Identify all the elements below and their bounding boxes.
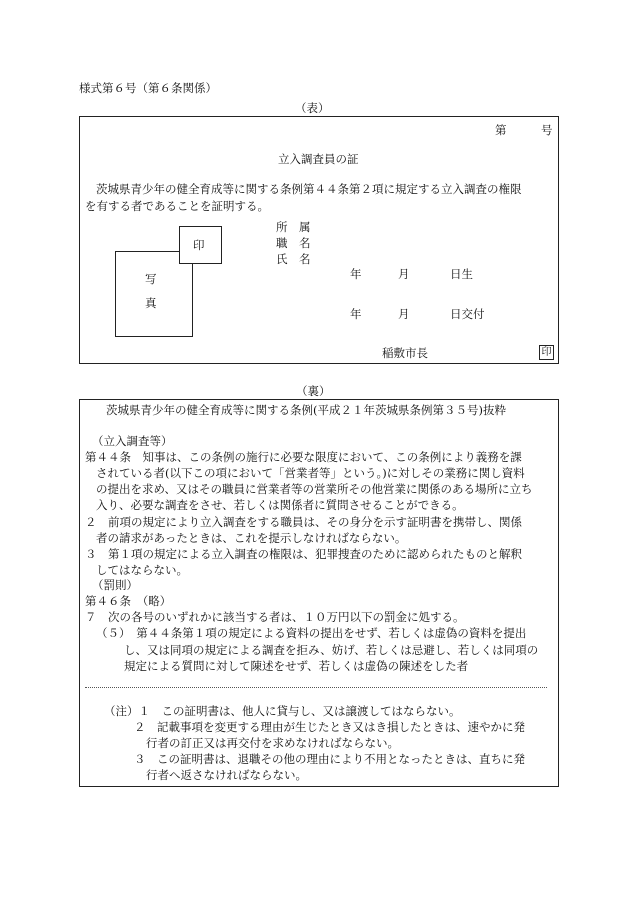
- field-name: 氏 名: [276, 252, 311, 266]
- back-line-9: してはならない。: [96, 563, 188, 577]
- birth-month: 月: [398, 267, 410, 281]
- number-go: 号: [541, 123, 553, 137]
- field-affiliation: 所 属: [276, 220, 311, 234]
- issue-year: 年: [350, 307, 362, 321]
- note-1: （注）１ この証明書は、他人に貸与し、又は譲渡してはならない。: [104, 704, 461, 718]
- back-line-1: （立入調査等）: [92, 434, 173, 448]
- back-line-4: の提出を求め、又はその職員に営業者等の営業所その他営業に関係のある場所に立ち: [96, 482, 533, 496]
- note-3: ３ この証明書は、退職その他の理由により不用となったときは、直ちに発: [134, 752, 525, 766]
- back-line-2: 第４４条 知事は、この条例の施行に必要な限度において、この条例により義務を課: [85, 450, 522, 464]
- back-line-3: されている者(以下この項において「営業者等」という。)に対しその業務に関し資料: [96, 466, 525, 480]
- photo-label-1: 写: [145, 272, 157, 286]
- front-body-line-1: 茨城県青少年の健全育成等に関する条例第４４条第２項に規定する立入調査の権限: [96, 182, 522, 196]
- note-2-cont: 行者の訂正又は再交付を求めなければならない。: [146, 736, 399, 750]
- back-line-12: ７ 次の各号のいずれかに該当する者は、１０万円以下の罰金に処する。: [85, 610, 465, 624]
- back-line-8: ３ 第１項の規定による立入調査の権限は、犯罪捜査のために認められたものと解釈: [85, 547, 522, 561]
- issue-month: 月: [398, 307, 410, 321]
- front-body-line-2: を有する者であることを証明する。: [85, 199, 269, 213]
- back-line-7: 者の請求があったときは、これを提示しなければならない。: [96, 531, 407, 545]
- front-heading: （表）: [295, 101, 330, 115]
- issuer-seal: 印: [539, 345, 554, 360]
- card-title: 立入調査員の証: [278, 152, 359, 166]
- back-line-14: し、又は同項の規定による調査を拒み、妨げ、若しくは忌避し、若しくは同項の: [124, 643, 539, 657]
- note-2: ２ 記載事項を変更する理由が生じたとき又はき損したときは、速やかに発: [134, 720, 525, 734]
- form-label: 様式第６号（第６条関係）: [79, 81, 217, 95]
- back-line-5: 入り、必要な調査をさせ、若しくは関係者に質問させることができる。: [96, 498, 464, 512]
- back-line-13: （５） 第４４条第１項の規定による資料の提出をせず、若しくは虚偽の資料を提出: [96, 626, 527, 640]
- law-title: 茨城県青少年の健全育成等に関する条例(平成２１年茨城県条例第３５号)抜粋: [106, 403, 506, 417]
- back-heading: （裏）: [296, 384, 331, 398]
- issue-day: 日交付: [450, 307, 485, 321]
- back-line-10: （罰則）: [92, 578, 138, 592]
- issuer: 稲敷市長: [382, 346, 428, 360]
- number-dai: 第: [495, 123, 507, 137]
- back-line-6: ２ 前項の規定により立入調査をする職員は、その身分を示す証明書を携帯し、関係: [85, 515, 522, 529]
- separator-dotted: [85, 687, 547, 688]
- photo-label-2: 真: [145, 296, 157, 310]
- field-title: 職 名: [276, 236, 311, 250]
- back-line-15: 規定による質問に対して陳述をせず、若しくは虚偽の陳述をした者: [124, 659, 469, 673]
- birth-year: 年: [350, 267, 362, 281]
- back-line-11: 第４６条 （略）: [85, 594, 172, 608]
- note-3-cont: 行者へ返さなければならない。: [146, 768, 307, 782]
- seal-box-label: 印: [193, 238, 205, 252]
- birth-day: 日生: [450, 267, 473, 281]
